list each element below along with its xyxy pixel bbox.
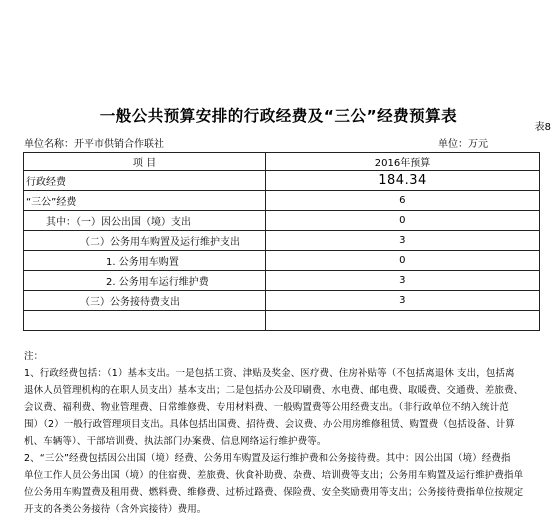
notes-heading: 注： <box>24 351 44 362</box>
note-line: 退休人员管理机构的在职人员支出）基本支出；二是包括办公及印刷费、水电费、邮电费、取暖费、交通费、差旅费、 <box>24 385 524 396</box>
note-line: 2、“三公”经费包括因公出国（境）经费、公务用车购置及运行维护费和公务接待费。其中：因公出国（境）经费指 <box>24 453 511 464</box>
note-line: 位公务用车购置费及租用费、燃料费、维修费、过桥过路费、保险费、安全奖励费用等支出；公务接待费指单位按规定 <box>24 487 524 498</box>
row-label: （三）公务接待费支出 <box>24 291 266 311</box>
note-line: 单位工作人员公务出国（境）的住宿费、差旅费、伙食补助费、杂费、培训费等支出；公务用车购置及运行维护费指单 <box>24 470 524 481</box>
page-title: 一般公共预算安排的行政经费及“三公”经费预算表 <box>99 107 458 125</box>
row-value: 0 <box>266 251 540 271</box>
row-value: 3 <box>266 231 540 251</box>
note-line: 1、行政经费包括：（1）基本支出。一是包括工资、津贴及奖金、医疗费、住房补贴等（不包括离退休 支出，包括离 <box>24 368 515 379</box>
table-header-row <box>24 153 540 171</box>
header-item: 项 目 <box>24 153 266 171</box>
table-row <box>24 311 540 331</box>
row-value: 3 <box>266 291 540 311</box>
note-line: 机、车辆等）、干部培训费、执法部门办案费、信息网络运行维护费等。 <box>24 436 327 447</box>
row-value: 6 <box>266 191 540 211</box>
unit-name: 单位名称：开平市供销合作联社 <box>24 139 164 150</box>
row-label: （二）公务用车购置及运行维护支出 <box>24 231 266 251</box>
note-line: 会议费、福利费、物业管理费、日常维修费、专用材料费、一般购置费等公用经费支出。（非行政单位不纳入统计范 <box>24 402 509 413</box>
row-label <box>24 311 266 331</box>
table-row <box>24 291 540 311</box>
row-label: “三公”经费 <box>24 191 266 211</box>
table-row <box>24 251 540 271</box>
table-row <box>24 231 540 251</box>
row-value: 184.34 <box>266 171 540 191</box>
budget-table <box>23 152 540 331</box>
note-line: 开支的各类公务接待（含外宾接待）费用。 <box>24 504 207 515</box>
row-label: 其中：（一）因公出国（境）支出 <box>24 211 266 231</box>
row-value: 0 <box>266 211 540 231</box>
table-number: 表8 <box>534 122 551 133</box>
notes-section <box>24 348 544 518</box>
row-label: 2. 公务用车运行维护费 <box>24 271 266 291</box>
row-value <box>266 311 540 331</box>
row-label: 行政经费 <box>24 171 266 191</box>
unit-measure: 单位：万元 <box>438 139 488 150</box>
table-row <box>24 171 540 191</box>
header-budget: 2016年预算 <box>266 153 540 171</box>
table-row <box>24 271 540 291</box>
table-row <box>24 211 540 231</box>
note-line: 围）（2）一般行政管理项目支出。具体包括出国费、招待费、会议费、办公用房维修租赁、购置费（包括设备、计算 <box>24 419 515 430</box>
row-value: 3 <box>266 271 540 291</box>
row-label: 1. 公务用车购置 <box>24 251 266 271</box>
table-row <box>24 191 540 211</box>
